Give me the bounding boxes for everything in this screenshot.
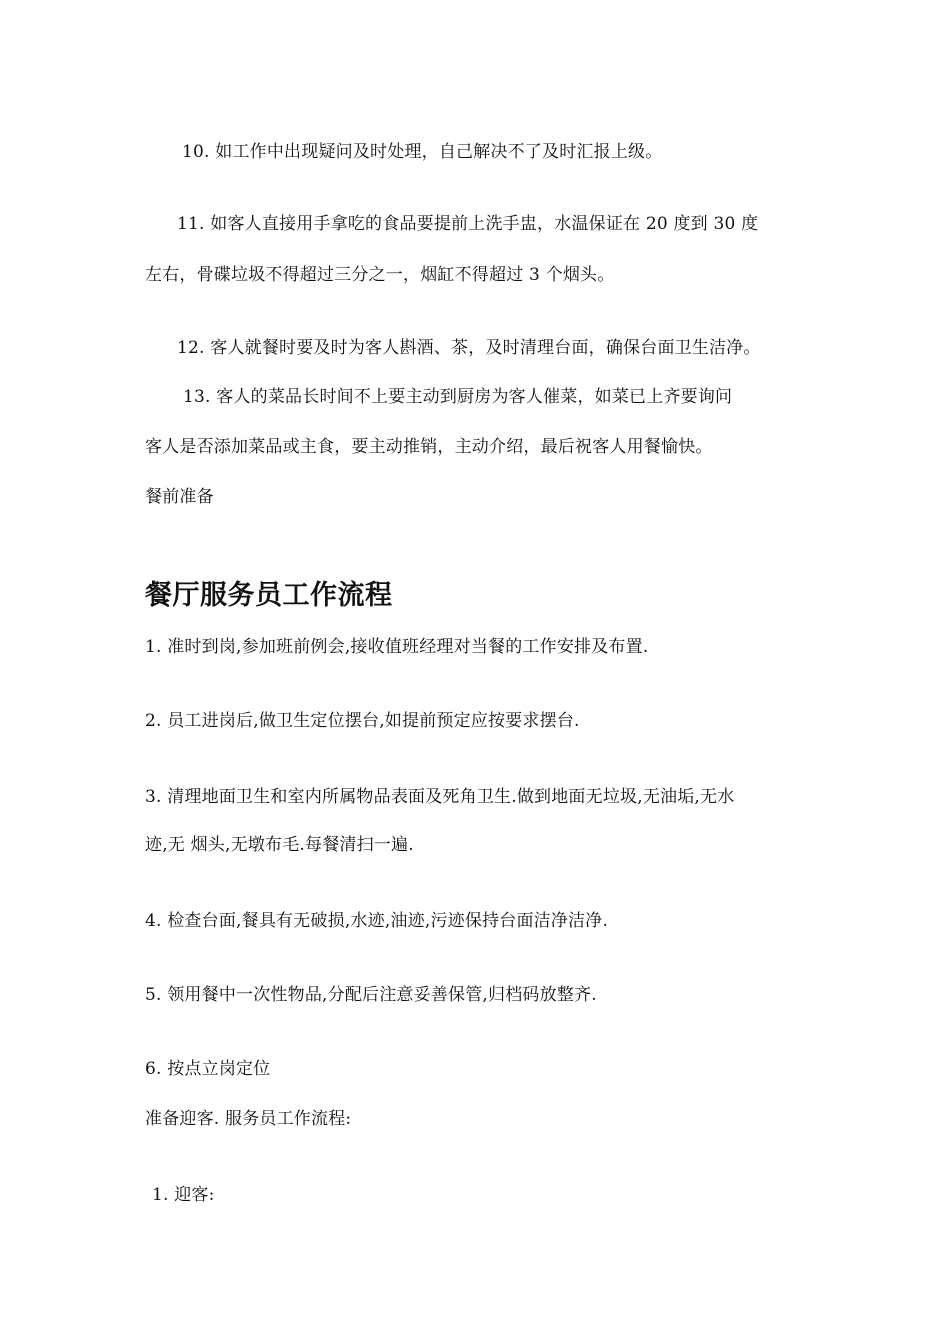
- step-2: 2. 员工进岗后,做卫生定位摆台,如提前预定应按要求摆台.: [145, 711, 580, 731]
- step-1: 1. 准时到岗,参加班前例会,接收值班经理对当餐的工作安排及布置.: [145, 637, 649, 657]
- step-6: 6. 按点立岗定位: [145, 1059, 271, 1079]
- intro-item-10: 10. 如工作中出现疑问及时处理，自己解决不了及时汇报上级。: [182, 142, 663, 162]
- sub-item-1: 1. 迎客:: [152, 1185, 215, 1205]
- step-5: 5. 领用餐中一次性物品,分配后注意妥善保管,归档码放整齐.: [145, 985, 597, 1005]
- step-4: 4. 检查台面,餐具有无破损,水迹,油迹,污迹保持台面洁净洁净.: [145, 911, 609, 931]
- section-title: 餐厅服务员工作流程: [145, 580, 393, 611]
- intro-item-13-line-2: 客人是否添加菜品或主食，要主动推销，主动介绍，最后祝客人用餐愉快。: [145, 437, 713, 457]
- step-3-line-1: 3. 清理地面卫生和室内所属物品表面及死角卫生.做到地面无垃圾,无油垢,无水: [145, 787, 735, 807]
- intro-item-12: 12. 客人就餐时要及时为客人斟酒、茶，及时清理台面，确保台面卫生洁净。: [177, 338, 761, 358]
- closing-line: 准备迎客. 服务员工作流程:: [145, 1109, 352, 1129]
- intro-item-11-line-2: 左右，骨碟垃圾不得超过三分之一，烟缸不得超过 3 个烟头。: [145, 265, 615, 285]
- step-3-line-2: 迹,无 烟头,无墩布毛.每餐清扫一遍.: [145, 835, 414, 855]
- intro-item-11-line-1: 11. 如客人直接用手拿吃的食品要提前上洗手盅，水温保证在 20 度到 30 度: [177, 214, 759, 234]
- pre-meal-label: 餐前准备: [145, 487, 214, 507]
- intro-item-13-line-1: 13. 客人的菜品长时间不上要主动到厨房为客人催菜，如菜已上齐要询问: [183, 387, 733, 407]
